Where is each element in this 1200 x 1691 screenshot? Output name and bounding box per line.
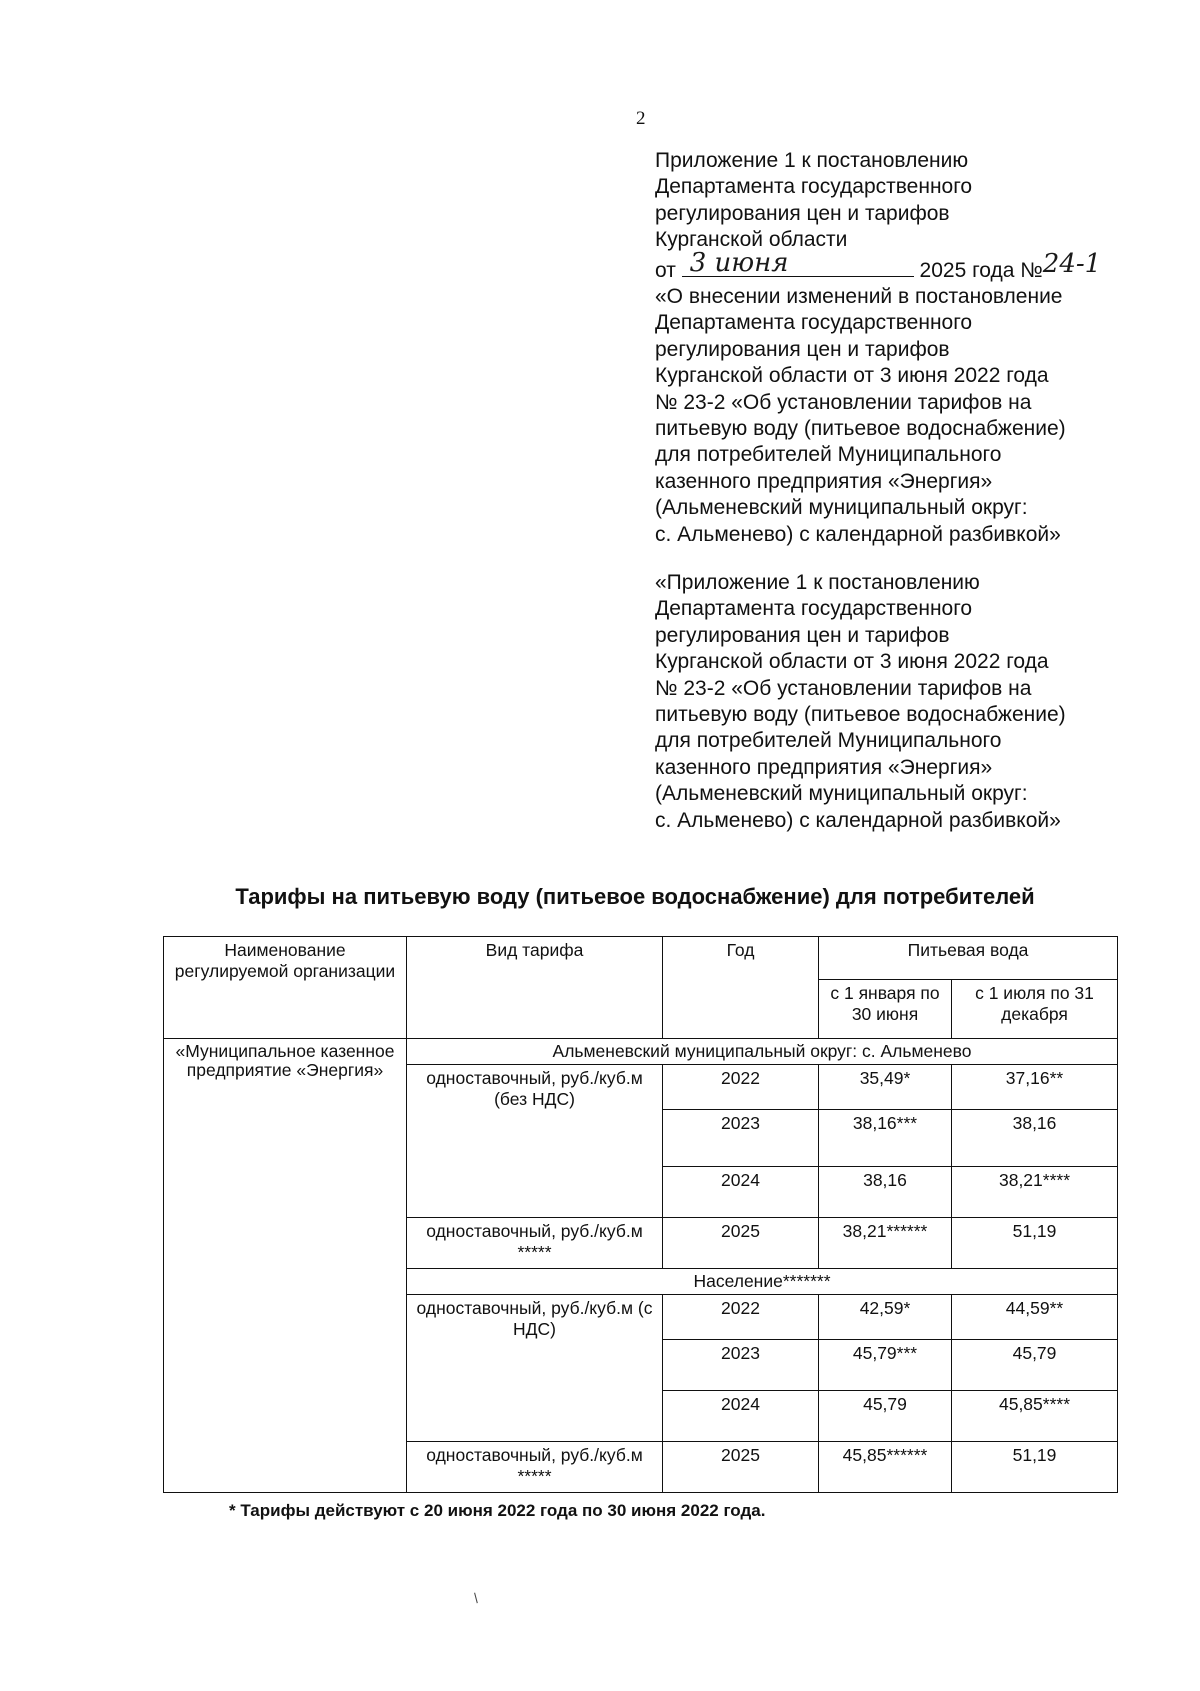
header-org: Наименование регулируемой организации bbox=[164, 937, 407, 1039]
value-half1: 45,79 bbox=[819, 1391, 952, 1442]
appendix-line: Курганской области bbox=[655, 228, 848, 252]
year-cell: 2022 bbox=[663, 1295, 819, 1340]
header-half2: с 1 июля по 31 декабря bbox=[952, 980, 1118, 1039]
date-prefix: от bbox=[655, 258, 676, 282]
appendix-line: для потребителей Муниципального bbox=[655, 729, 1002, 753]
scan-mark: / bbox=[470, 1590, 482, 1606]
appendix-line: № 23-2 «Об установлении тарифов на bbox=[655, 676, 1032, 700]
value-half2: 45,85**** bbox=[952, 1391, 1118, 1442]
appendix-line: Департамента государственного bbox=[655, 311, 973, 335]
value-half1: 45,85****** bbox=[819, 1442, 952, 1493]
appendix-line: с. Альменево) с календарной разбивкой» bbox=[655, 522, 1061, 546]
year-cell: 2023 bbox=[663, 1340, 819, 1391]
year-cell: 2024 bbox=[663, 1391, 819, 1442]
year-cell: 2024 bbox=[663, 1167, 819, 1218]
appendix-line: «О внесении изменений в постановление bbox=[655, 285, 1063, 309]
value-half1: 42,59* bbox=[819, 1295, 952, 1340]
value-half2: 51,19 bbox=[952, 1218, 1118, 1269]
value-half2: 37,16** bbox=[952, 1065, 1118, 1110]
year-cell: 2025 bbox=[663, 1442, 819, 1493]
appendix-line: питьевую воду (питьевое водоснабжение) bbox=[655, 703, 1066, 727]
appendix-line: с. Альменево) с календарной разбивкой» bbox=[655, 808, 1061, 832]
section-title: Население******* bbox=[407, 1269, 1118, 1295]
appendix-line: Приложение 1 к постановлению bbox=[655, 149, 969, 172]
value-half2: 51,19 bbox=[952, 1442, 1118, 1493]
tariff-type: одноставочный, руб./куб.м (без НДС) bbox=[407, 1065, 663, 1218]
org-name: «Муниципальное казенное предприятие «Энергия» bbox=[164, 1039, 407, 1493]
handwritten-number: 24-1 bbox=[1042, 248, 1102, 279]
date-blank bbox=[682, 248, 914, 279]
value-half2: 38,21**** bbox=[952, 1167, 1118, 1218]
appendix-line: № 23-2 «Об установлении тарифов на bbox=[655, 390, 1032, 414]
tariff-type: одноставочный, руб./куб.м ***** bbox=[407, 1442, 663, 1493]
header-half1: с 1 января по 30 июня bbox=[819, 980, 952, 1039]
footnote: * Тарифы действуют с 20 июня 2022 года по 30 июня 2022 года. bbox=[229, 1501, 766, 1520]
value-half2: 45,79 bbox=[952, 1340, 1118, 1391]
date-line bbox=[655, 248, 1125, 284]
appendix-line: (Альменевский муниципальный округ: bbox=[655, 782, 1028, 806]
header-type: Вид тарифа bbox=[407, 937, 663, 1039]
appendix-line: для потребителей Муниципального bbox=[655, 443, 1002, 467]
header-year: Год bbox=[663, 937, 819, 1039]
value-half1: 38,16*** bbox=[819, 1110, 952, 1167]
year-cell: 2023 bbox=[663, 1110, 819, 1167]
appendix-line: Курганской области от 3 июня 2022 года bbox=[655, 364, 1049, 388]
page-number: 2 bbox=[636, 108, 646, 129]
value-half1: 38,21****** bbox=[819, 1218, 952, 1269]
tariff-type: одноставочный, руб./куб.м ***** bbox=[407, 1218, 663, 1269]
appendix-line: казенного предприятия «Энергия» bbox=[655, 469, 993, 493]
section-title: Альменевский муниципальный округ: с. Альменево bbox=[407, 1039, 1118, 1065]
appendix-line: питьевую воду (питьевое водоснабжение) bbox=[655, 417, 1066, 441]
value-half2: 44,59** bbox=[952, 1295, 1118, 1340]
year-cell: 2022 bbox=[663, 1065, 819, 1110]
header-water: Питьевая вода bbox=[819, 937, 1118, 980]
tariff-table bbox=[163, 936, 1118, 1493]
value-half1: 35,49* bbox=[819, 1065, 952, 1110]
appendix-line: регулирования цен и тарифов bbox=[655, 201, 950, 225]
appendix-line: регулирования цен и тарифов bbox=[655, 337, 950, 361]
appendix-line: Департамента государственного bbox=[655, 597, 973, 621]
appendix-line: казенного предприятия «Энергия» bbox=[655, 755, 993, 779]
date-year: 2025 года № bbox=[919, 258, 1043, 282]
table-title: Тарифы на питьевую воду (питьевое водоснабжение) для потребителей bbox=[235, 884, 1035, 909]
appendix-line: Департамента государственного bbox=[655, 175, 973, 199]
appendix-line: «Приложение 1 к постановлению bbox=[655, 571, 980, 594]
appendix-header bbox=[655, 148, 1125, 548]
appendix-line: регулирования цен и тарифов bbox=[655, 623, 950, 647]
value-half2: 38,16 bbox=[952, 1110, 1118, 1167]
tariff-type: одноставочный, руб./куб.м (с НДС) bbox=[407, 1295, 663, 1442]
appendix-quote bbox=[655, 570, 1125, 834]
year-cell: 2025 bbox=[663, 1218, 819, 1269]
value-half1: 38,16 bbox=[819, 1167, 952, 1218]
appendix-line: Курганской области от 3 июня 2022 года bbox=[655, 650, 1049, 674]
value-half1: 45,79*** bbox=[819, 1340, 952, 1391]
appendix-line: (Альменевский муниципальный округ: bbox=[655, 496, 1028, 520]
handwritten-date: 3 июня bbox=[689, 248, 789, 279]
